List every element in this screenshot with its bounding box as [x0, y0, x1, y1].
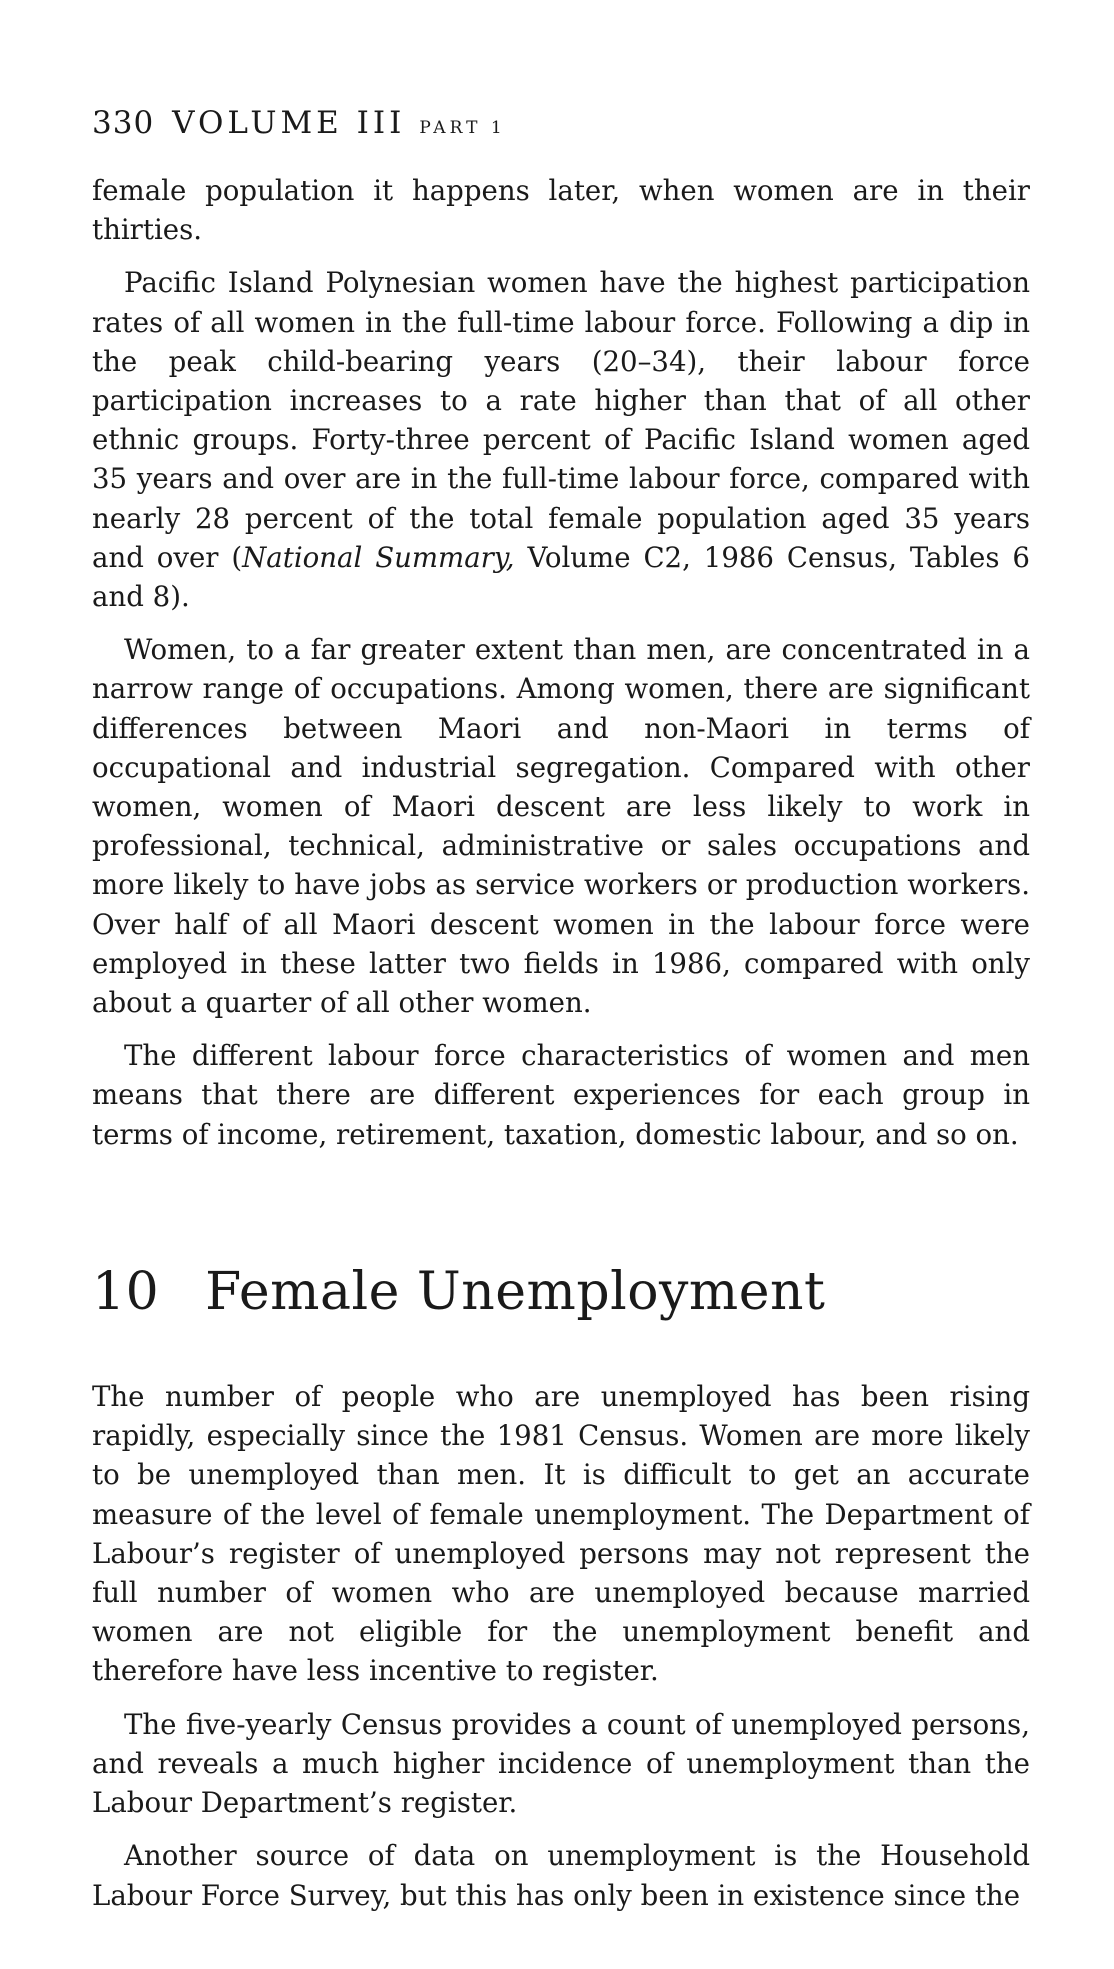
section-heading — [92, 1261, 1030, 1322]
paragraph-continued: female population it happens later, when women are in their thirties. — [92, 174, 1030, 247]
paragraph-census: The five-yearly Census provides a count of unemployed persons, and reveals a much higher incidence of unemployment than the Labour Department’s register. — [92, 1707, 1030, 1820]
page — [92, 105, 1030, 1929]
part-label: PART 1 — [419, 118, 506, 138]
paragraph-occupations: Women, to a far greater extent than men, are concentrated in a narrow range of occupations. Among women, there are significant differences between Maori and non-Maori in terms of occupational and industrial segregation. Compared with other women, women of Maori descent are less likely to work in professional, technical, administrative or sales occupations and more likely to have jobs as service workers or production workers. Over half of all Maori descent women in the labour force were employed in these latter two fields in 1986, compared with only about a quarter of all other women. — [92, 633, 1030, 1020]
paragraph-unemployment-intro: The number of people who are unemployed has been rising rapidly, especially since the 1981 Census. Women are more likely to be unemployed than men. It is difficult to get an accurate measure of the level of female unemployment. The Department of Labour’s register of unemployed persons may not represent the full number of women who are unemployed because married women are not eligible for the unemployment benefit and therefore have less incentive to register. — [92, 1380, 1030, 1688]
paragraph-pacific-island — [92, 263, 1030, 616]
paragraph-characteristics: The different labour force characteristics of women and men means that there are different experiences for each group in terms of income, retirement, taxation, domestic labour, and so on. — [92, 1039, 1030, 1151]
paragraph-text: Volume C2, 1986 Census, Tables 6 and 8). — [92, 540, 1030, 614]
paragraph-text: Pacific Island Polynesian women have the highest participation rates of all women in the full-time labour force. Following a dip in the peak child-bearing years (20–34), their labour force participation increases to a rate higher than that of all other ethnic groups. Forty-three percent of Pacific Island women aged 35 years and over are in the full-time labour force, compared with nearly 28 percent of the total female population aged 35 years and over ( — [92, 266, 1030, 574]
section-number: 10 — [92, 1261, 160, 1322]
publication-title: National Summary, — [242, 540, 515, 574]
page-number: 330 — [92, 105, 155, 141]
running-head — [92, 105, 1030, 141]
volume-label: VOLUME III — [172, 105, 406, 141]
paragraph-household-survey: Another source of data on unemployment is the Household Labour Force Survey, but this has only been in existence since the — [92, 1839, 1030, 1912]
section-title: Female Unemployment — [205, 1261, 826, 1322]
